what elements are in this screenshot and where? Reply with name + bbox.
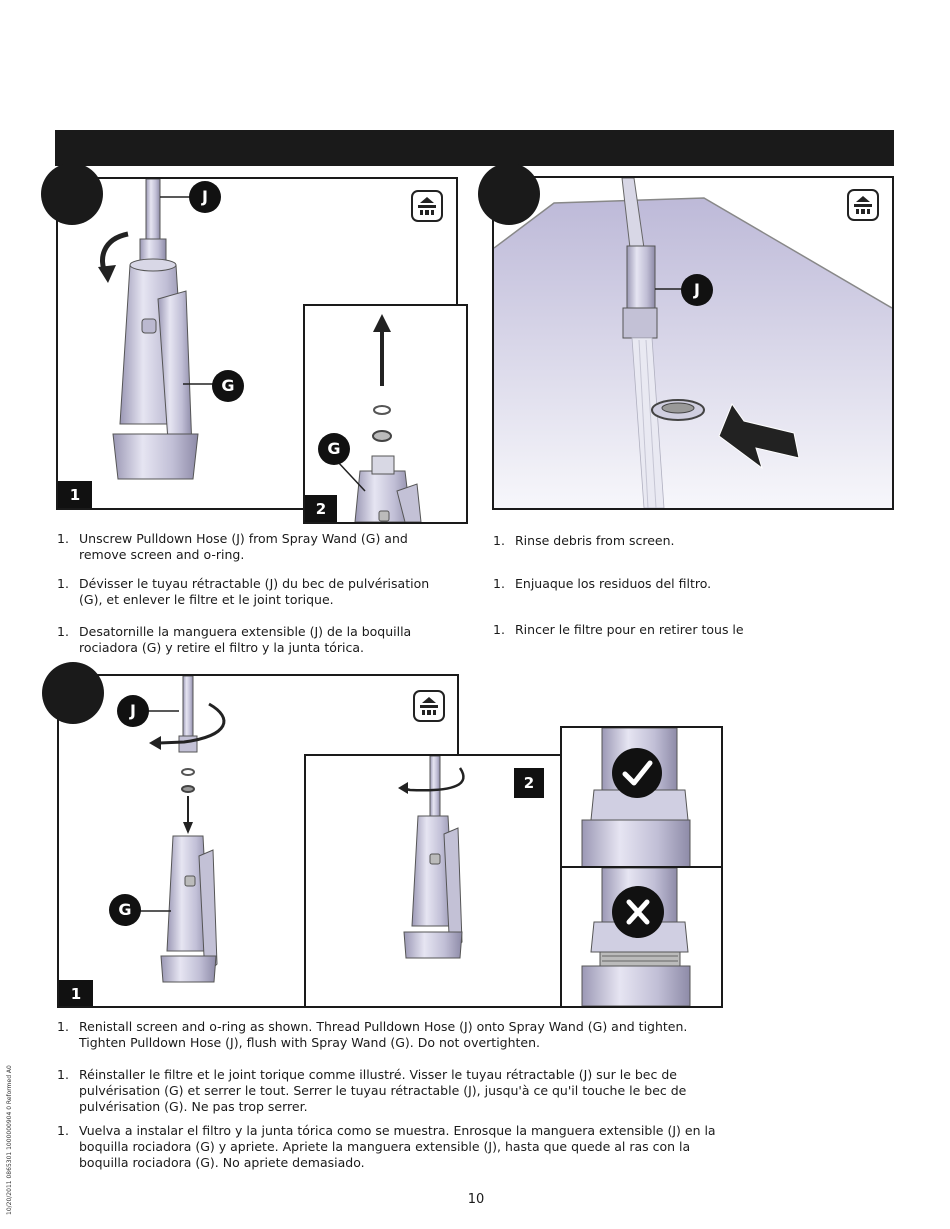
callout-j: J (189, 181, 221, 213)
instruction-a-es: 1. Desatornille la manguera extensible (J) de la boquilla rociadora (G) y retire el filtro y la junta tórica. (57, 624, 412, 655)
instruction-c-es: 1. Vuelva a instalar el filtro y la junta tórica como se muestra. Enrosque la manguera extensible (J) en la boquilla rociadora (G) y apriete. Apriete la manguera extensible (J), hasta que quede al ras con la boquilla rociadora (G). No apriete demasiado. (57, 1123, 716, 1170)
sink-icon (411, 190, 443, 222)
step-circle-a (41, 163, 103, 225)
instruction-b-en: 1. Rinse debris from screen. (493, 533, 675, 548)
step-label-2-tighten: 2 (514, 768, 544, 798)
instruction-b-fr: 1. Rincer le filtre pour en retirer tous le (493, 622, 744, 637)
figure-inset-tighten (304, 754, 562, 1008)
step-label-2: 2 (305, 495, 337, 523)
page-number: 10 (467, 1192, 485, 1207)
instruction-c-fr: 1. Réinstaller le filtre et le joint torique comme illustré. Visser le tuyau rétractable (J) sur le bec de pulvérisation (G) et serrer le tout. Serrer le tuyau rétractable (J), jusqu'à ce qu'il touche le bec de pulvérisation (G). Ne pas trop serrer. (57, 1067, 687, 1114)
x-icon (612, 886, 664, 938)
instruction-a-en: 1. Unscrew Pulldown Hose (J) from Spray Wand (G) and remove screen and o-ring. (57, 531, 408, 562)
instruction-a-fr: 1. Dévisser le tuyau rétractable (J) du bec de pulvérisation (G), et enlever le filtre et le joint torique. (57, 576, 430, 607)
callout-g-reinstall: G (109, 894, 141, 926)
callout-j-reinstall: J (117, 695, 149, 727)
rinse-illustration (494, 178, 892, 508)
check-icon (612, 748, 662, 798)
figure-panel-rinse (492, 176, 894, 510)
callout-g-inset: G (318, 433, 350, 465)
figure-correct-fit (560, 726, 723, 869)
sink-icon (413, 690, 445, 722)
instruction-c-en: 1. Renistall screen and o-ring as shown. Thread Pulldown Hose (J) onto Spray Wand (G) and tighten. Tighten Pulldown Hose (J), flush with Spray Wand (G). Do not overtighten. (57, 1019, 688, 1050)
step-circle-c (42, 662, 104, 724)
sink-icon (847, 189, 879, 221)
callout-g: G (212, 370, 244, 402)
step-label-1: 1 (58, 481, 92, 509)
screen-removal-illustration (305, 306, 466, 522)
step-circle-b (478, 163, 540, 225)
figure-incorrect-fit (560, 866, 723, 1008)
instruction-b-es: 1. Enjuaque los residuos del filtro. (493, 576, 712, 591)
figure-inset-screen (303, 304, 468, 524)
document-code: 10/20/2011 0865301 1000000904 0 Reformed A0 (6, 1065, 13, 1215)
section-header-bar (55, 130, 894, 166)
callout-j-rinse: J (681, 274, 713, 306)
step-label-1-reinstall: 1 (59, 980, 93, 1008)
